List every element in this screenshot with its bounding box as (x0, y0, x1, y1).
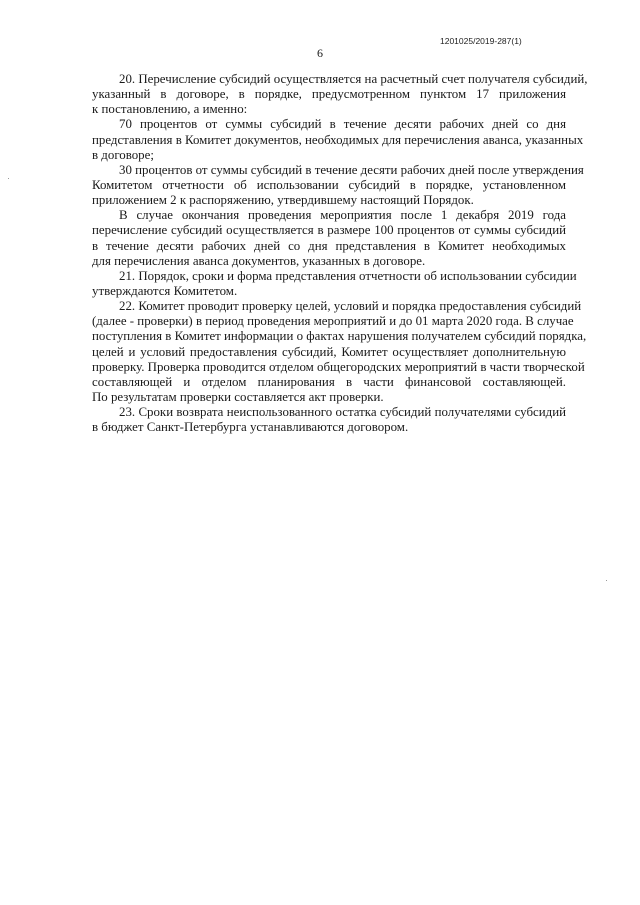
paragraph-line: 21. Порядок, сроки и форма представления отчетности об использовании субсидии (119, 268, 577, 283)
page-number: 6 (317, 46, 323, 60)
paragraph-line: 23. Сроки возврата неиспользованного остатка субсидий получателями субсидий (119, 405, 566, 420)
paragraph (92, 117, 584, 162)
paragraph-line: для перечисления аванса документов, указанных в договоре. (92, 253, 426, 268)
paragraph-line: проверку. Проверка проводится отделом общегородских мероприятий в части творческой (92, 359, 585, 374)
paragraph-line: Комитетом отчетности об использовании субсидий в порядке, установленном (92, 177, 566, 192)
scan-speck (606, 580, 607, 581)
scan-speck (8, 178, 9, 179)
paragraph-line: (далее - проверки) в период проведения мероприятий и до 01 марта 2020 года. В случае (92, 314, 574, 329)
paragraph-line: указанный в договоре, в порядке, предусмотренном пунктом 17 приложения (92, 87, 566, 102)
document-id: 1201025/2019-287(1) (440, 36, 522, 46)
paragraph (92, 268, 577, 299)
paragraph-line: 22. Комитет проводит проверку целей, условий и порядка предоставления субсидий (119, 299, 582, 314)
paragraph (92, 72, 588, 117)
paragraph-line: 30 процентов от суммы субсидий в течение десяти рабочих дней после утверждения (119, 162, 584, 177)
paragraph-line: По результатам проверки составляется акт проверки. (92, 389, 384, 404)
paragraph-line: в течение десяти рабочих дней со дня представления в Комитет необходимых (92, 238, 566, 253)
paragraph-line: в бюджет Санкт-Петербурга устанавливаются договором. (92, 420, 409, 435)
paragraph-line: 20. Перечисление субсидий осуществляется на расчетный счет получателя субсидий, (119, 72, 588, 86)
paragraph-line: к постановлению, а именно: (92, 102, 248, 117)
document-body (92, 72, 588, 435)
paragraph-line: 70 процентов от суммы субсидий в течение десяти рабочих дней со дня (119, 117, 566, 132)
paragraph-line: представления в Комитет документов, необходимых для перечисления аванса, указанных (92, 132, 584, 147)
paragraph-line: в договоре; (92, 147, 154, 162)
paragraph (92, 162, 584, 208)
paragraph-line: целей и условий предоставления субсидий, Комитет осуществляет дополнительную (92, 344, 566, 359)
paragraph (92, 405, 566, 435)
paragraph-line: составляющей и отделом планирования в части финансовой составляющей. (92, 374, 566, 389)
paragraph (92, 208, 566, 269)
paragraph-line: утверждаются Комитетом. (92, 283, 238, 298)
paragraph-line: приложением 2 к распоряжению, утвердившему настоящий Порядок. (92, 193, 474, 208)
paragraph-line: поступления в Комитет информации о фактах нарушения получателем субсидий порядка, (92, 329, 587, 344)
paragraph-line: В случае окончания проведения мероприятия после 1 декабря 2019 года (119, 208, 566, 223)
paragraph (92, 299, 587, 405)
paragraph-line: перечисление субсидий осуществляется в размере 100 процентов от суммы субсидий (92, 223, 566, 238)
